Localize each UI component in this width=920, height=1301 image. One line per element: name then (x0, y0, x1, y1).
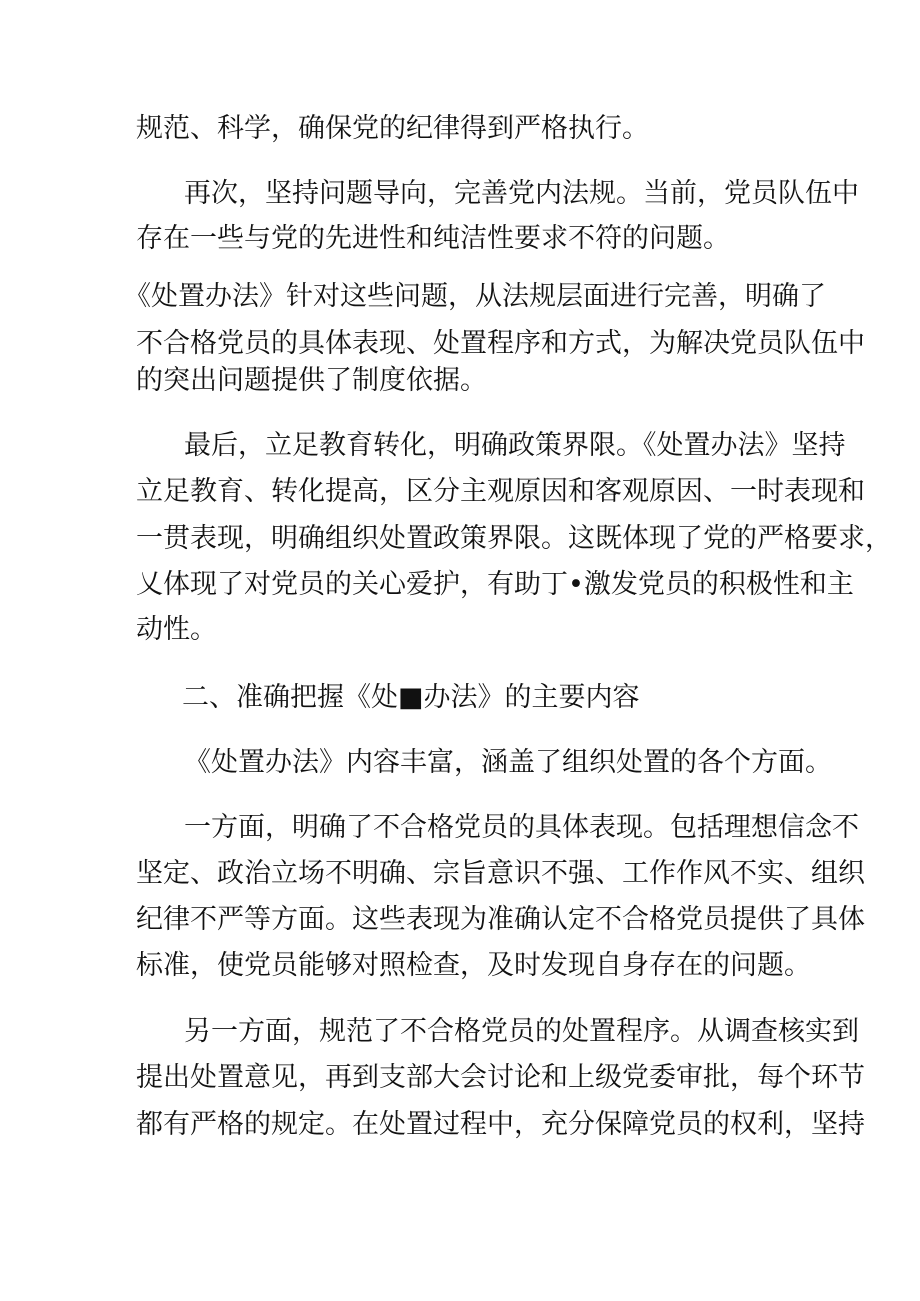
text-line-18: 另一方面，规范了不合格党员的处置程序。从调查核实到 (184, 1016, 859, 1047)
text-line-4: 《处置办法》针对这些问题，从法规层面进行完善，明确了 (124, 281, 826, 312)
text-line-17: 标准，使党员能够对照检查，及时发现自身存在的问题。 (136, 950, 811, 981)
text-line-10: 乂体现了对党员的关心爱护，有助丁•激发党员的积极性和主 (136, 569, 854, 600)
text-line-7: 最后，立足教育转化，明确政策界限。《处置办法》坚持 (184, 430, 846, 461)
section-heading: 二、准确把握《处■办法》的主要内容 (182, 682, 640, 713)
text-line-2: 再次，坚持问题导向，完善党内法规。当前，党员队伍中 (184, 178, 859, 209)
text-line-14: 一方面，明确了不合格党员的具体表现。包括理想信念不 (184, 812, 859, 843)
text-line-11: 动性。 (136, 614, 217, 645)
text-line-15: 坚定、政治立场不明确、宗旨意识不强、工作作风不实、组织 (136, 858, 865, 889)
text-line-5: 不合格党员的具体表现、处置程序和方式，为解决党员队伍中 (136, 328, 865, 359)
text-line-3: 存在一些与党的先进性和纯洁性要求不符的问题。 (136, 223, 730, 254)
text-line-16: 纪律不严等方面。这些表现为准确认定不合格党员提供了具体 (136, 904, 865, 935)
text-line-19: 提出处置意见，再到支部大会讨论和上级党委审批，每个环节 (136, 1062, 865, 1093)
text-line-9: 一贯表现，明确组织处置政策界限。这既体现了党的严格要求， (136, 523, 892, 554)
text-line-13: 《处置办法》内容丰富，涵盖了组织处置的各个方面。 (184, 747, 832, 778)
text-line-20: 都有严格的规定。在处置过程中，充分保障党员的权利，坚持 (136, 1109, 865, 1140)
text-line-6: 的突出问题提供了制度依据。 (136, 365, 487, 396)
text-line-8: 立足教育、转化提高，区分主观原因和客观原因、一时表现和 (136, 476, 865, 507)
text-line-1: 规范、科学，确保党的纪律得到严格执行。 (136, 113, 649, 144)
